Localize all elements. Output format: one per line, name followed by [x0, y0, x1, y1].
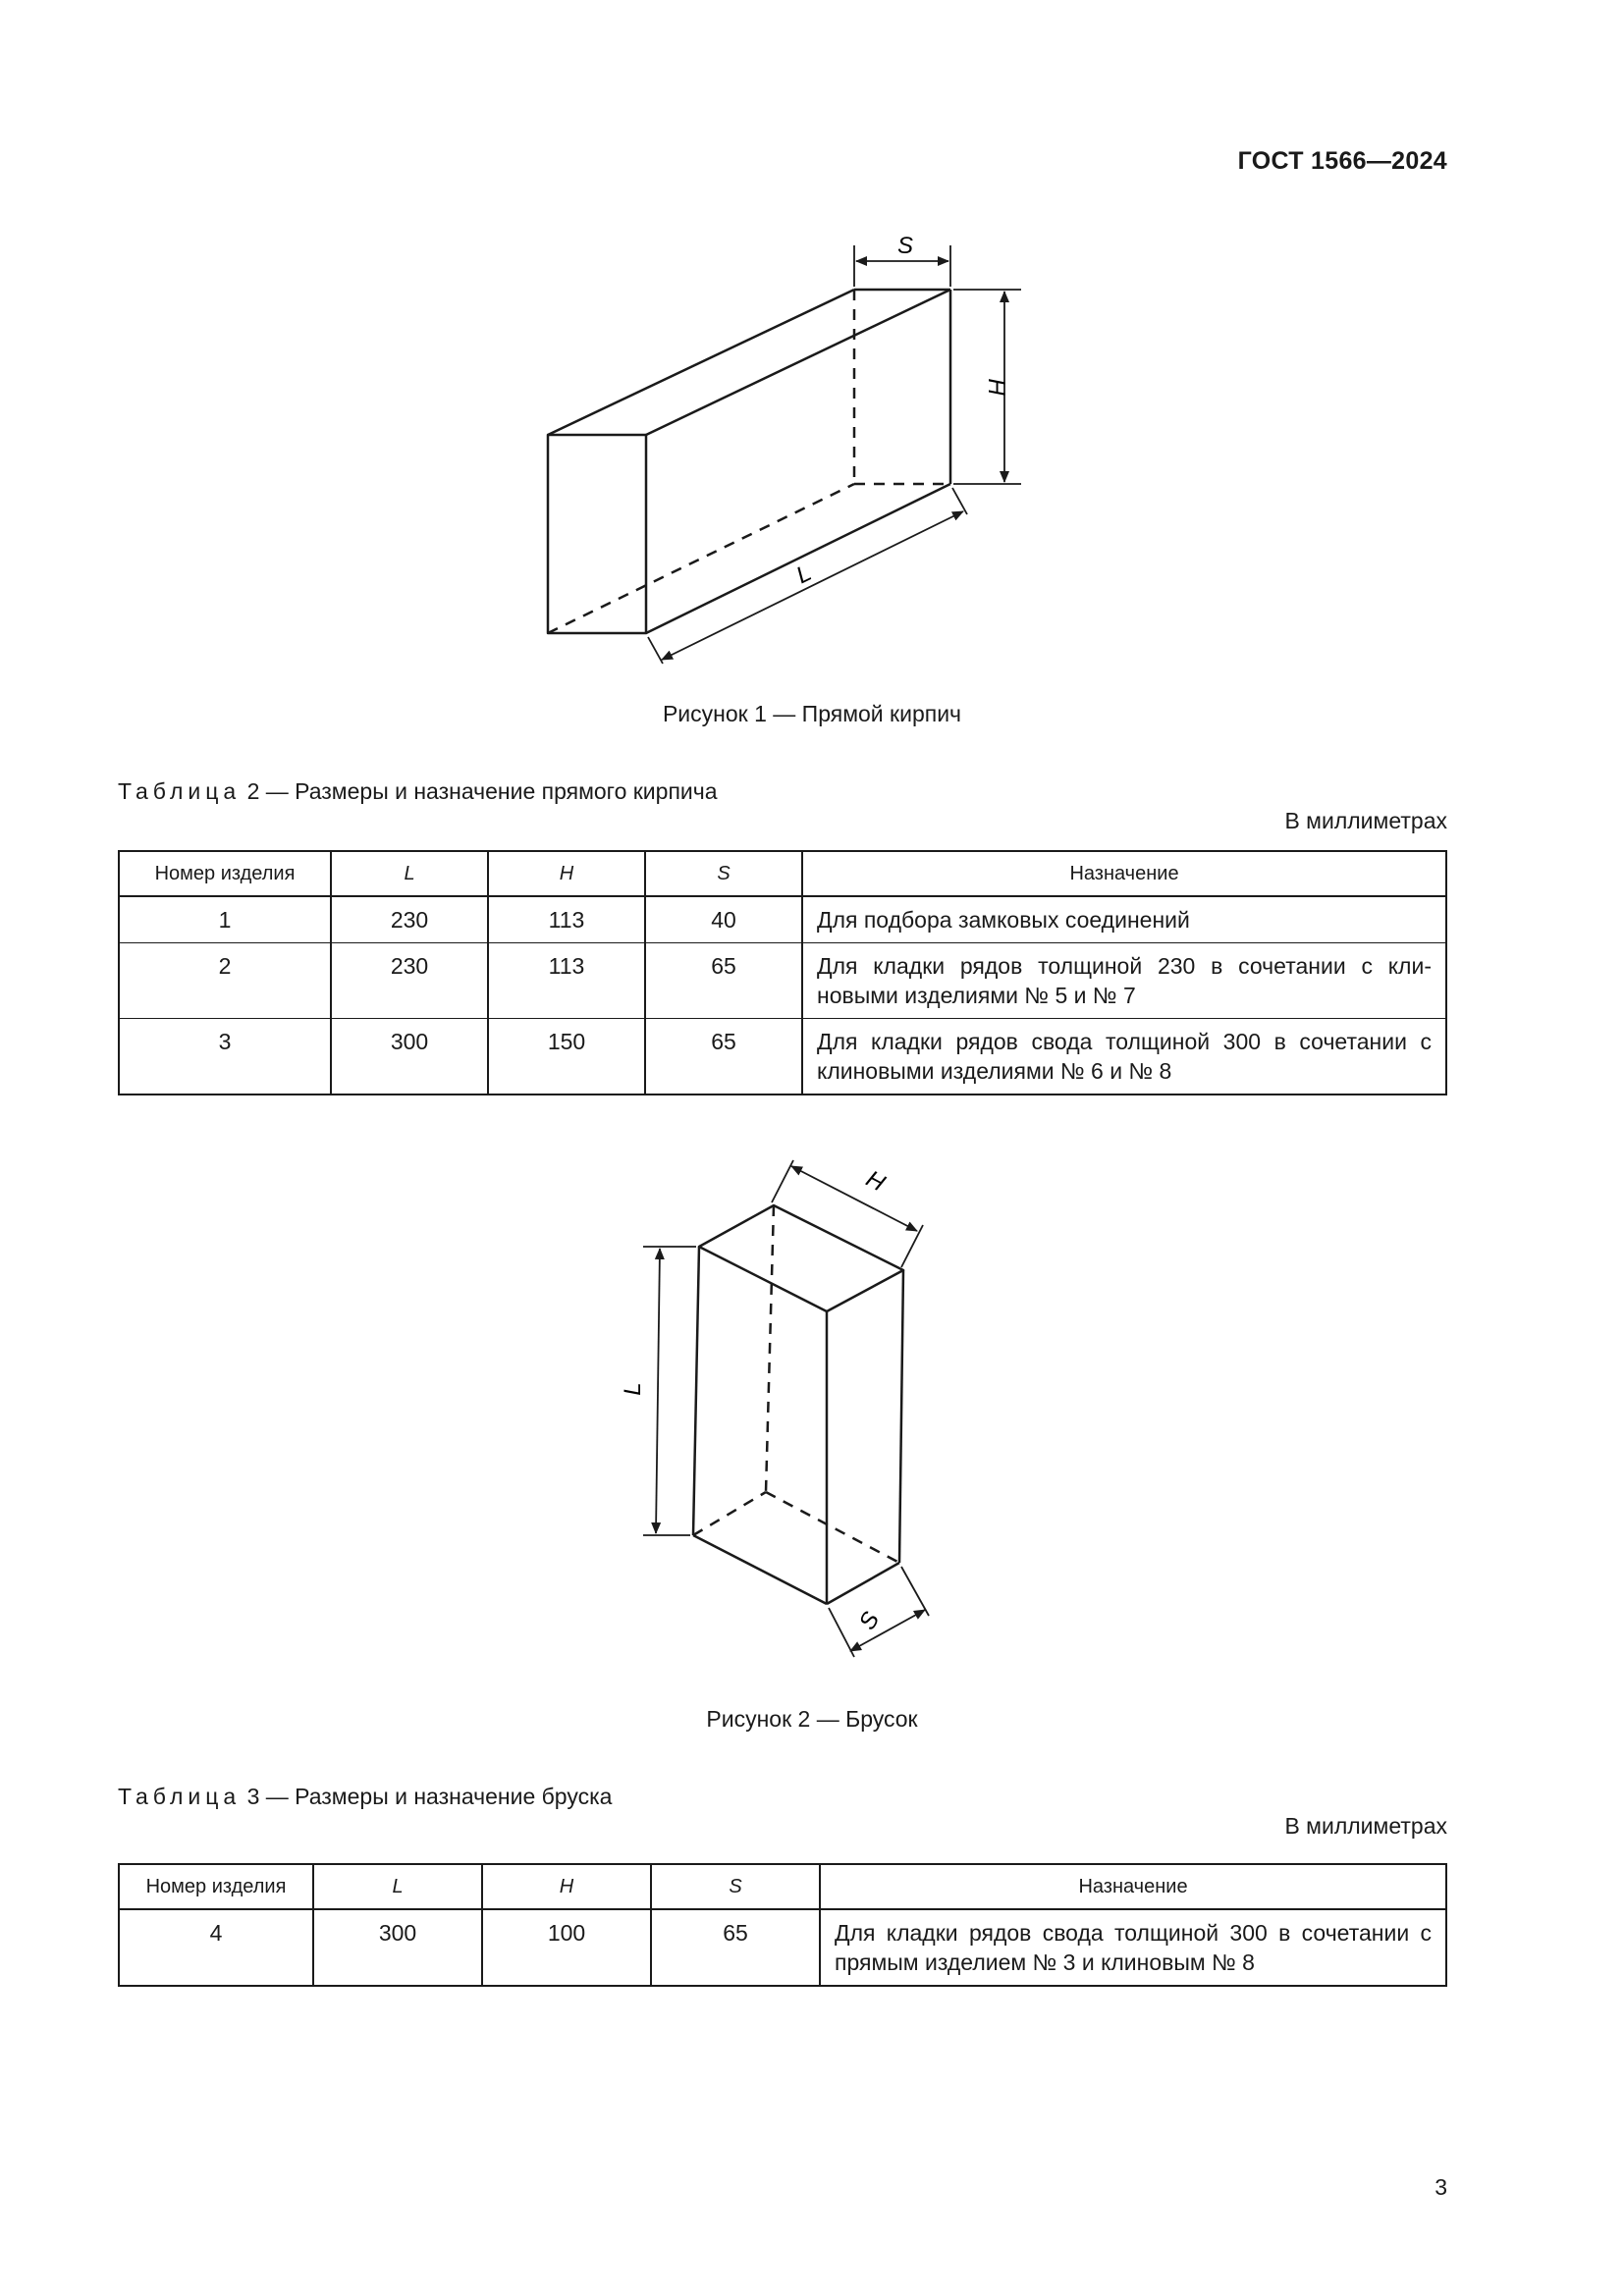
table-3-units: В миллиметрах	[1284, 1813, 1447, 1839]
col-header-h: H	[482, 1864, 651, 1909]
brick-outline	[548, 290, 950, 633]
table-3-title	[118, 1784, 612, 1810]
table-3-title-rest: 3 — Размеры и назначение бруска	[246, 1784, 613, 1809]
cell-number: 1	[119, 896, 331, 943]
col-header-h: H	[488, 851, 645, 896]
col-header-s: S	[651, 1864, 820, 1909]
cell-purpose: Для кладки рядов толщиной 230 в сочетании с клиновыми изделиями № 5 и № 7	[802, 943, 1446, 1019]
cell-l: 230	[331, 943, 488, 1019]
block-outline	[693, 1205, 903, 1604]
figure-2-caption: Рисунок 2 — Брусок	[706, 1706, 918, 1732]
col-header-purpose: Назначение	[802, 851, 1446, 896]
table-2	[118, 850, 1447, 1095]
figure-2-block	[0, 1129, 1624, 1679]
table-row	[119, 896, 1446, 943]
table-header-row	[119, 1864, 1446, 1909]
table-row	[119, 1909, 1446, 1986]
dimension-label-l: L	[791, 560, 816, 590]
dimension-label-s: S	[896, 233, 914, 259]
col-header-number: Номер изделия	[119, 851, 331, 896]
figure-2-drawing	[0, 1129, 1624, 1679]
table-2-title-word: Таблица	[118, 778, 242, 804]
cell-s: 65	[651, 1909, 820, 1986]
table-2-title	[118, 778, 718, 805]
dimension-lines	[648, 245, 1021, 664]
dimension-label-h: H	[983, 378, 1009, 396]
col-header-purpose: Назначение	[820, 1864, 1446, 1909]
table-3	[118, 1863, 1447, 1987]
table-3-title-word: Таблица	[118, 1784, 242, 1809]
cell-purpose: Для кладки рядов свода толщиной 300 в сочетании с прямым изделием № 3 и клиновым № 8	[820, 1909, 1446, 1986]
cell-number: 3	[119, 1019, 331, 1095]
cell-number: 4	[119, 1909, 313, 1986]
figure-1-straight-brick	[0, 0, 1624, 687]
cell-number: 2	[119, 943, 331, 1019]
cell-l: 230	[331, 896, 488, 943]
col-header-l: L	[331, 851, 488, 896]
col-header-number: Номер изделия	[119, 1864, 313, 1909]
table-row	[119, 1019, 1446, 1095]
dimension-label-l: L	[620, 1382, 646, 1396]
cell-h: 113	[488, 896, 645, 943]
cell-h: 150	[488, 1019, 645, 1095]
cell-purpose: Для кладки рядов свода толщиной 300 в сочетании с клиновыми изделиями № 6 и № 8	[802, 1019, 1446, 1095]
col-header-s: S	[645, 851, 802, 896]
table-2-title-rest: 2 — Размеры и назначение прямого кирпича	[246, 778, 718, 804]
table-2-units: В миллиметрах	[1284, 808, 1447, 833]
cell-s: 40	[645, 896, 802, 943]
standard-designation: ГОСТ 1566—2024	[1237, 147, 1447, 175]
page-number: 3	[1435, 2174, 1447, 2200]
dimension-label-h: H	[861, 1165, 890, 1198]
cell-h: 113	[488, 943, 645, 1019]
cell-s: 65	[645, 1019, 802, 1095]
table-header-row	[119, 851, 1446, 896]
cell-l: 300	[313, 1909, 482, 1986]
figure-1-caption: Рисунок 1 — Прямой кирпич	[662, 701, 962, 726]
cell-h: 100	[482, 1909, 651, 1986]
dimension-label-s: S	[853, 1607, 886, 1634]
cell-s: 65	[645, 943, 802, 1019]
col-header-l: L	[313, 1864, 482, 1909]
table-row	[119, 943, 1446, 1019]
figure-1-drawing	[0, 0, 1624, 687]
cell-l: 300	[331, 1019, 488, 1095]
cell-purpose: Для подбора замковых соединений	[802, 896, 1446, 943]
